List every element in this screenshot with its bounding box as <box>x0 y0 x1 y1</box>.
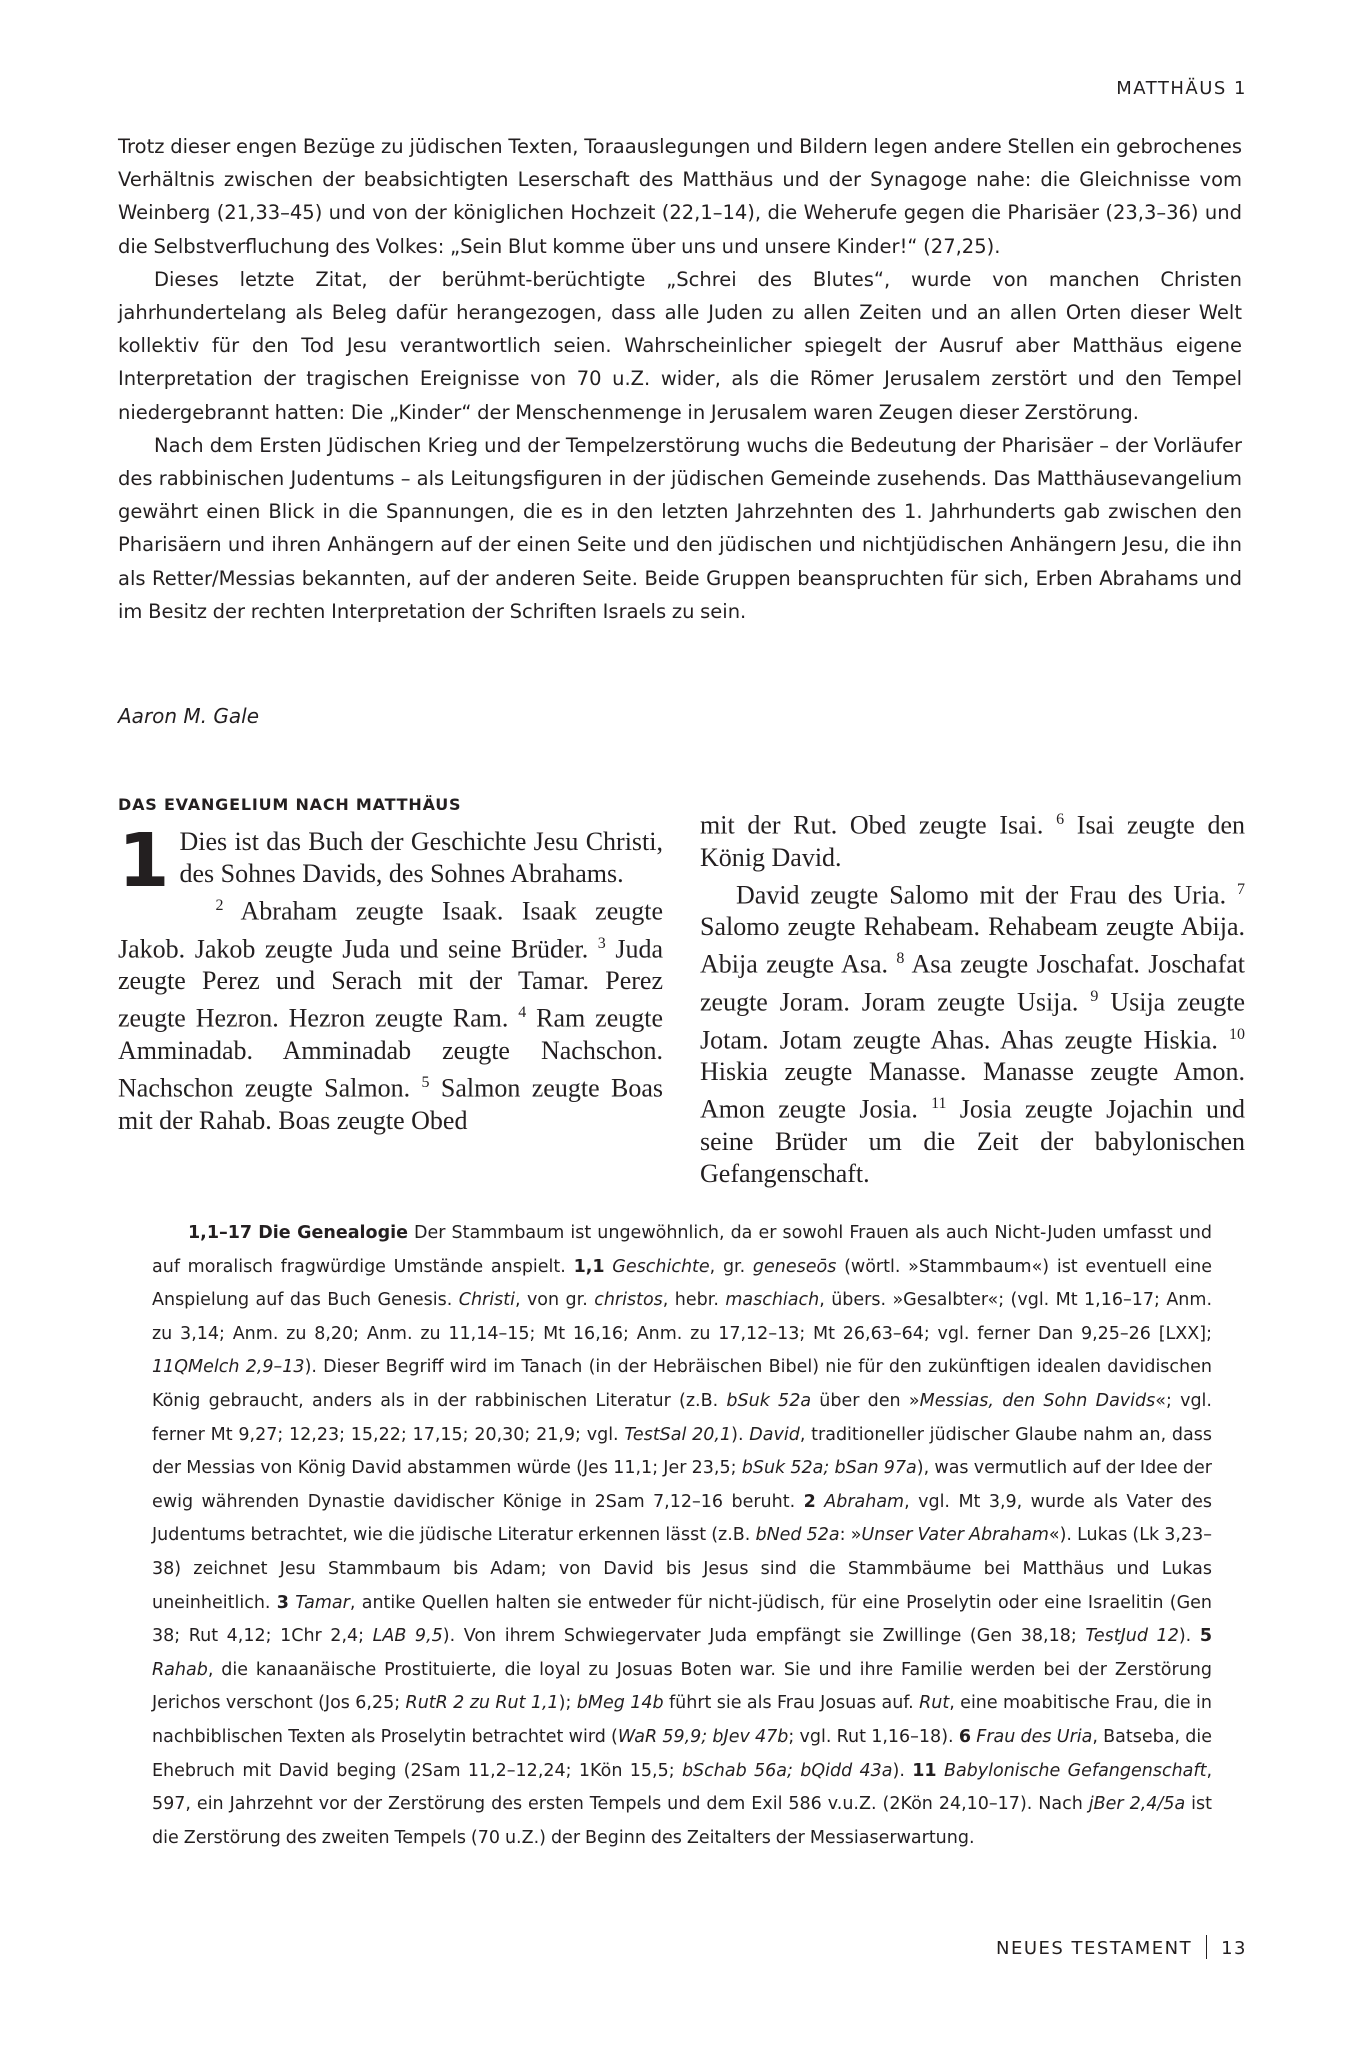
note-segment: ). <box>892 1760 913 1781</box>
commentary-notes <box>152 1217 1212 1855</box>
note-segment: 2 <box>803 1491 816 1512</box>
verse-text: Salmon zeugte Boas mit der Rahab. Boas zeugte Obed <box>118 1073 664 1135</box>
note-segment: TestSal 20,1 <box>624 1424 732 1445</box>
intro-paragraph: Dieses letzte Zitat, der berühmt-berüchtigte „Schrei des Blutes“, wurde von manchen Christen jahrhundertelang als Beleg dafür herangezogen, dass alle Juden zu allen Zeiten und an allen Orten dieser Welt kollektiv für den Tod Jesu verantwortlich seien. Wahrscheinlicher spiegelt der Ausruf aber Matthäus eigene Interpretation der tragischen Ereignisse von 70 u.Z. wider, als die Römer Jerusalem zerstört und den Tempel niedergebrannt hatten: Die „Kinder“ der Menschenmenge in Jerusalem waren Zeugen dieser Zerstörung. <box>118 267 1242 424</box>
note-segment: RutR 2 zu Rut 1,1 <box>405 1693 559 1714</box>
verse-number: 9 <box>1090 987 1099 1005</box>
note-segment: maschiach <box>725 1290 820 1311</box>
note-segment: Rut <box>919 1693 950 1714</box>
note-segment: «; vgl. ferner Mt 9,27; 12,23; 15,22; 17,15; 20,30; 21,9; vgl. <box>152 1390 1212 1445</box>
note-segment: über den » <box>811 1390 920 1411</box>
verse-number: 6 <box>1056 811 1065 828</box>
note-segment: geneseōs <box>752 1256 837 1277</box>
verse-text: mit der Rut. Obed zeugte Isai. <box>700 810 1044 840</box>
note-segment: ist die Zerstörung des zweiten Tempels (70 u.Z.) der Beginn des Zeitalters der Messiaserwartung. <box>152 1794 1212 1848</box>
note-segment: , eine moabitische Frau, die in nachbiblischen Texten als Proselytin betrachtet wird ( <box>152 1693 1212 1747</box>
note-segment: LAB 9,5 <box>372 1626 443 1647</box>
note-segment: ; vgl. Rut 1,16–18). <box>788 1726 959 1747</box>
commentary-paragraph <box>152 1217 1212 1855</box>
bible-text-right-column <box>700 804 1245 1190</box>
note-segment: 1,1 <box>573 1256 605 1277</box>
note-segment: Frau des Uria <box>976 1726 1093 1747</box>
note-segment: 11QMelch 2,9–13 <box>152 1357 305 1378</box>
section-title: DAS EVANGELIUM NACH MATTHÄUS <box>118 795 462 814</box>
note-segment: , die kanaanäische Prostituierte, die loyal zu Josuas Boten war. Sie und ihre Familie werden bei der Zerstörung Jerichos verschont (Jos 6,25; <box>152 1659 1212 1714</box>
introduction-text <box>118 130 1242 628</box>
verse-text: Abraham zeugte Isaak. Isaak zeugte Jakob. Jakob zeugte Juda und seine Brüder. <box>118 896 663 964</box>
page-footer <box>996 1935 1247 1959</box>
note-segment: 6 <box>958 1726 972 1747</box>
verse-text: Juda zeugte Perez und Serach mit der Tamar. Perez zeugte Hezron. Hezron zeugte Ram. <box>118 934 664 1033</box>
note-segment: 3 <box>276 1592 289 1613</box>
note-segment: bSchab 56a; bQidd 43a <box>681 1760 893 1781</box>
note-segment: ), was vermutlich auf der Idee der ewig währenden Dynastie davidischer Könige in 2Sam 7,12–16 beruht. <box>152 1458 1213 1512</box>
note-segment: , Batseba, die Ehebruch mit David beging (2Sam 11,2–12,24; 1Kön 15,5; <box>152 1726 1212 1781</box>
book-section-label: NEUES TESTAMENT <box>995 1938 1193 1959</box>
verse-text: Ram zeugte Amminadab. Amminadab zeugte Nachschon. Nachschon zeugte Salmon. <box>118 1003 664 1103</box>
chapter-number: 1 <box>118 818 170 904</box>
note-body <box>152 1223 1212 1848</box>
note-segment: 11 <box>912 1760 937 1781</box>
note-segment: , von gr. <box>514 1290 595 1311</box>
footer-divider <box>1206 1935 1207 1959</box>
verse-number: 2 <box>215 897 224 914</box>
note-reference: 1,1–17 <box>188 1223 253 1243</box>
note-heading: Die Genealogie <box>258 1223 408 1243</box>
verse-text: David zeugte Salomo mit der Frau des Uria. <box>736 880 1227 910</box>
running-head: MATTHÄUS 1 <box>1116 78 1247 99</box>
verse-text: Salomo zeugte Rehabeam. Rehabeam zeugte Abija. Abija zeugte Asa. <box>700 912 1245 979</box>
verse-1-text: Dies ist das Buch der Geschichte Jesu Christi, des Sohnes Davids, des Sohnes Abrahams. <box>179 827 663 888</box>
bible-text <box>118 818 664 1137</box>
note-segment: 5 <box>1199 1626 1212 1647</box>
verse-paragraph <box>700 804 1245 874</box>
note-segment: christos <box>594 1290 663 1311</box>
note-segment: : » <box>839 1525 862 1546</box>
verse-text: Hiskia zeugte Manasse. Manasse zeugte Amon. Amon zeugte Josia. <box>700 1057 1245 1124</box>
verse-paragraph <box>118 818 663 904</box>
note-segment: Unser Vater Abraham <box>861 1525 1049 1546</box>
note-segment: bSuk 52a; bSan 97a <box>741 1458 917 1479</box>
note-segment <box>937 1761 944 1781</box>
note-segment: David <box>749 1424 800 1445</box>
note-segment: Rahab <box>152 1659 208 1680</box>
verse-number: 11 <box>931 1095 947 1113</box>
note-segment <box>816 1492 824 1512</box>
note-segment: bNed 52a <box>755 1525 840 1546</box>
verse-number: 3 <box>597 934 606 952</box>
note-segment: ); <box>558 1693 577 1714</box>
note-segment: TestJud 12 <box>1085 1626 1179 1647</box>
note-segment: Christi <box>458 1290 515 1311</box>
note-segment: Messias, den Sohn Davids <box>919 1390 1156 1411</box>
note-segment: Geschichte <box>612 1256 710 1277</box>
page-number: 13 <box>1221 1938 1247 1959</box>
note-segment: ). <box>731 1424 750 1445</box>
verse-number: 8 <box>896 950 905 968</box>
note-segment: führt sie als Frau Josuas auf. <box>663 1693 920 1714</box>
note-segment: «). Lukas (Lk 3,23–38) zeichnet Jesu Stammbaum bis Adam; von David bis Jesus sind die Stammbäume bei Matthäus und Lukas uneinheitlich. <box>152 1525 1212 1613</box>
verse-number: 10 <box>1229 1025 1246 1043</box>
verse-paragraph <box>118 890 663 1137</box>
verse-text: Usija zeugte Jotam. Jotam zeugte Ahas. Ahas zeugte Hiskia. <box>700 987 1246 1055</box>
note-segment: bMeg 14b <box>576 1693 664 1714</box>
note-segment: , antike Quellen halten sie entweder für nicht-jüdisch, für eine Proselytin oder eine Israelitin (Gen 38; Rut 4,12; 1Chr 2,4; <box>152 1592 1212 1647</box>
note-segment: , übers. »Gesalbter«; (vgl. Mt 1,16–17; Anm. zu 3,14; Anm. zu 8,20; Anm. zu 11,14–15; Mt 16,16; Anm. zu 17,12–13; Mt 26,63–64; vgl. ferner Dan 9,25–26 [LXX]; <box>152 1290 1213 1344</box>
note-segment: , traditioneller jüdischer Glaube nahm an, dass der Messias von König David abstammen würde (Jes 11,1; Jer 23,5; <box>152 1424 1212 1479</box>
bible-text-left-column <box>118 795 663 1137</box>
intro-paragraph: Trotz dieser engen Bezüge zu jüdischen Texten, Toraauslegungen und Bildern legen andere Stellen ein gebrochenes Verhältnis zwischen der beabsichtigten Leserschaft des Matthäus und der Synagoge nahe: die Gleichnisse vom Weinberg (21,33–45) und von der königlichen Hochzeit (22,1–14), die Weherufe gegen die Pharisäer (23,3–36) und die Selbstverfluchung des Volkes: „Sein Blut komme über uns und unsere Kinder!“ (27,25). <box>118 135 1242 258</box>
verse-number: 7 <box>1237 880 1246 898</box>
verse-text: Isai zeugte den König David. <box>700 810 1246 872</box>
intro-paragraph: Nach dem Ersten Jüdischen Krieg und der Tempelzerstörung wuchs die Bedeutung der Pharisäer – der Vorläufer des rabbinischen Judentums – als Leitungsfiguren in der jüdischen Gemeinde zusehends. Das Matthäusevangelium gewährt einen Blick in die Spannungen, die es in den letzten Jahrzehnten des 1. Jahrhunderts gab zwischen den Pharisäern und ihren Anhängern auf der einen Seite und den jüdischen und nichtjüdischen Anhängern Jesu, die ihn als Retter/Messias bekannten, auf der anderen Seite. Beide Gruppen beanspruchten für sich, Erben Abrahams und im Besitz der rechten Interpretation der Schriften Israels zu sein. <box>118 433 1242 623</box>
note-segment: Der Stammbaum ist ungewöhnlich, da er sowohl Frauen als auch Nicht-Juden umfasst und auf moralisch fragwürdige Umstände anspielt. <box>152 1223 1213 1277</box>
note-segment: , gr. <box>709 1256 753 1277</box>
note-segment: bSuk 52a <box>726 1390 812 1411</box>
note-segment: Babylonische Gefangenschaft <box>943 1760 1207 1781</box>
note-segment: Tamar <box>295 1592 350 1613</box>
verse-number: 5 <box>421 1073 430 1091</box>
note-segment: Abraham <box>824 1491 905 1512</box>
verse-text: Asa zeugte Joschafat. Joschafat zeugte Joram. Joram zeugte Usija. <box>700 949 1245 1017</box>
author-signature: Aaron M. Gale <box>118 704 260 728</box>
verse-paragraph <box>700 874 1245 1190</box>
note-segment: ). Von ihrem Schwiegervater Juda empfängt sie Zwillinge (Gen 38,18; <box>442 1626 1086 1647</box>
note-segment: ). <box>1178 1626 1200 1647</box>
verse-text: Josia zeugte Jojachin und seine Brüder um die Zeit der babylonischen Gefangenschaft. <box>700 1094 1245 1188</box>
note-segment: , vgl. Mt 3,9, wurde als Vater des Judentums betrachtet, wie die jüdische Literatur erkennen lässt (z.B. <box>152 1491 1213 1546</box>
note-segment: (wörtl. »Stammbaum«) ist eventuell eine Anspielung auf das Buch Genesis. <box>152 1256 1213 1311</box>
note-segment: WaR 59,9; bJev 47b <box>617 1726 789 1747</box>
note-segment: jBer 2,4/5a <box>1088 1794 1186 1815</box>
verse-number: 4 <box>518 1004 527 1022</box>
note-segment: , hebr. <box>662 1290 726 1311</box>
note-segment: ). Dieser Begriff wird im Tanach (in der Hebräischen Bibel) nie für den zukünftigen idealen davidischen König gebraucht, anders als in der rabbinischen Literatur (z.B. <box>152 1357 1213 1411</box>
note-segment: , 597, ein Jahrzehnt vor der Zerstörung des ersten Tempels und dem Exil 586 v.u.Z. (2Kön 24,10–17). Nach <box>152 1760 1213 1815</box>
